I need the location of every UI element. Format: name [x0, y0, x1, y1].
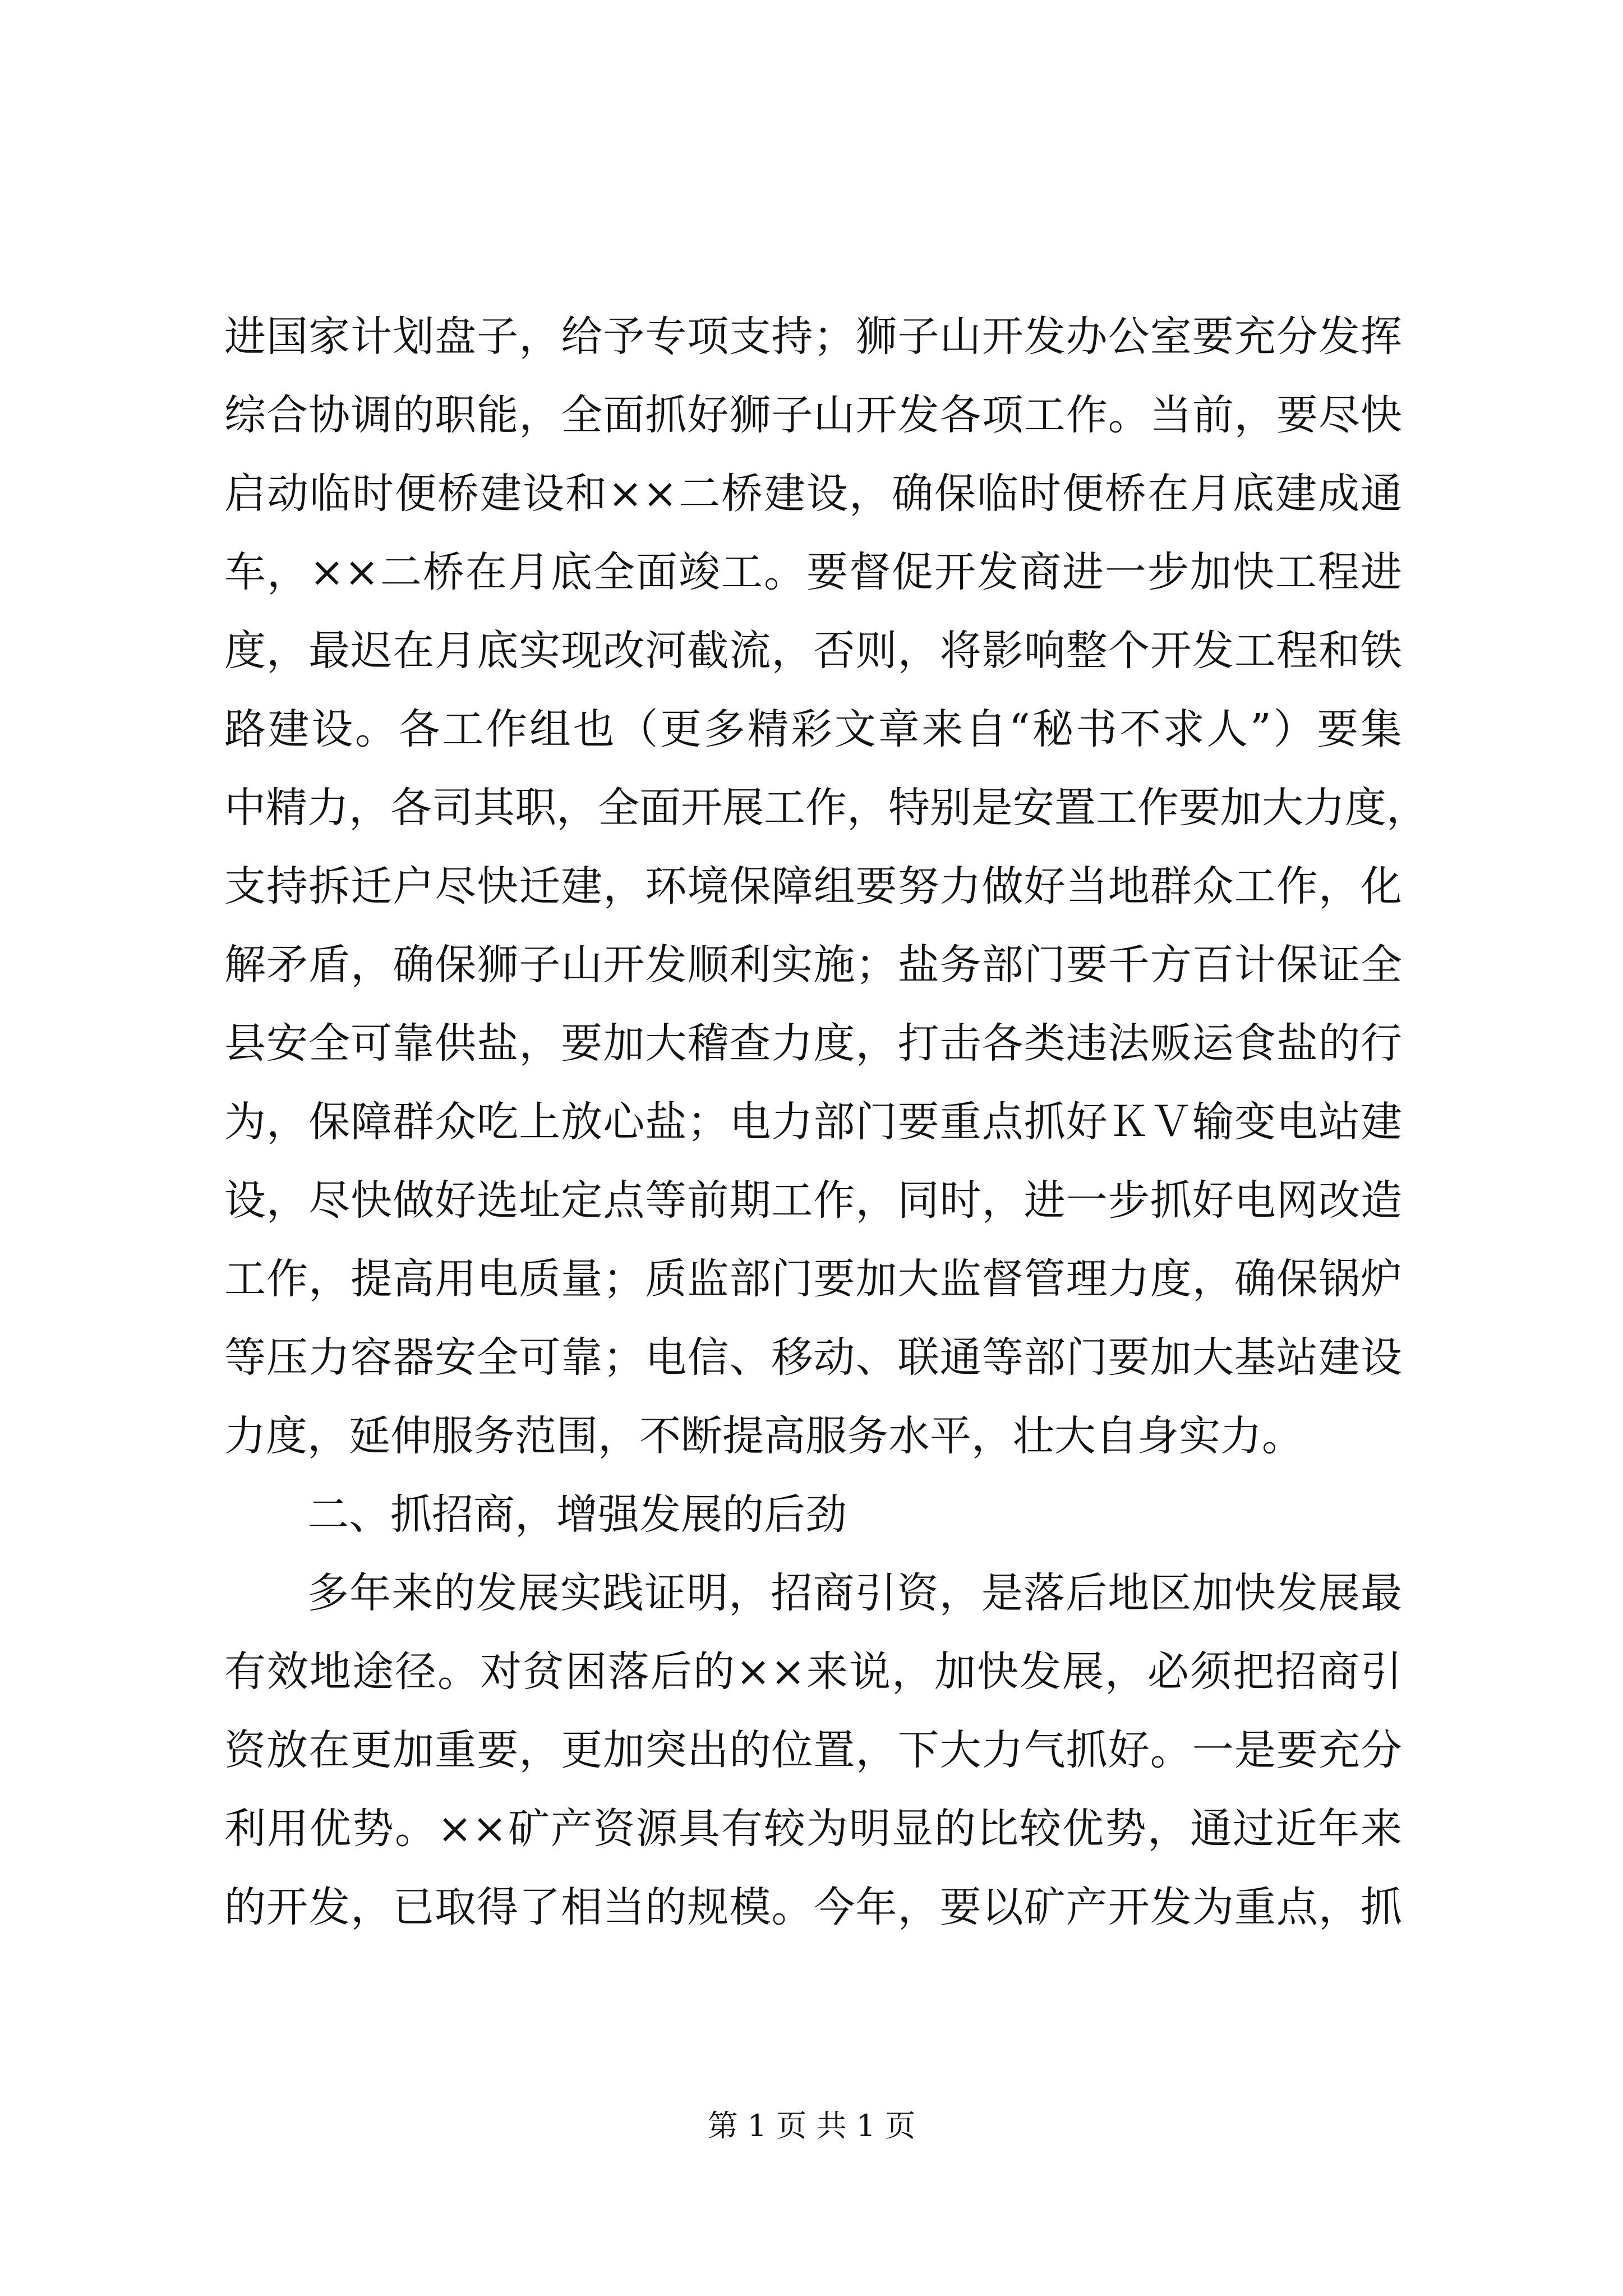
text-line: 车，××二桥在月底全面竣工。要督促开发商进一步加快工程进 — [224, 548, 1402, 596]
text-line: 综合协调的职能，全面抓好狮子山开发各项工作。当前，要尽快 — [224, 391, 1402, 439]
text-line: 资放在更加重要，更加突出的位置，下大力气抓好。一是要充分 — [224, 1726, 1402, 1774]
text-line: 为，保障群众吃上放心盐；电力部门要重点抓好ＫＶ输变电站建 — [224, 1098, 1402, 1146]
section-heading: 二、抓招商，增强发展的后劲 — [307, 1490, 847, 1539]
text-line: 中精力，各司其职，全面开展工作，特别是安置工作要加大力度， — [224, 784, 1428, 832]
text-line: 利用优势。××矿产资源具有较为明显的比较优势，通过近年来 — [224, 1805, 1402, 1853]
text-line: 等压力容器安全可靠；电信、移动、联通等部门要加大基站建设 — [224, 1333, 1402, 1382]
text-line: 的开发，已取得了相当的规模。今年，要以矿产开发为重点，抓 — [224, 1883, 1402, 1931]
text-line: 支持拆迁户尽快迁建，环境保障组要努力做好当地群众工作，化 — [224, 862, 1402, 910]
text-line: 多年来的发展实践证明，招商引资，是落后地区加快发展最 — [307, 1569, 1402, 1617]
text-line: 有效地途径。对贫困落后的××来说，加快发展，必须把招商引 — [224, 1648, 1402, 1696]
text-line: 进国家计划盘子，给予专项支持；狮子山开发办公室要充分发挥 — [224, 312, 1402, 361]
text-line: 度，最迟在月底实现改河截流，否则，将影响整个开发工程和铁 — [224, 627, 1402, 675]
text-line: 力度，延伸服务范围，不断提高服务水平，壮大自身实力。 — [224, 1412, 1303, 1460]
text-line: 工作，提高用电质量；质监部门要加大监督管理力度，确保锅炉 — [224, 1255, 1402, 1303]
text-line: 路建设。各工作组也（更多精彩文章来自“秘书不求人”）要集 — [224, 705, 1402, 753]
page-footer: 第 1 页 共 1 页 — [707, 2108, 916, 2143]
text-line: 设，尽快做好选址定点等前期工作，同时，进一步抓好电网改造 — [224, 1176, 1402, 1225]
text-line: 县安全可靠供盐，要加大稽查力度，打击各类违法贩运食盐的行 — [224, 1019, 1402, 1068]
text-line: 启动临时便桥建设和××二桥建设，确保临时便桥在月底建成通 — [224, 470, 1402, 518]
text-line: 解矛盾，确保狮子山开发顺利实施；盐务部门要千方百计保证全 — [224, 941, 1402, 989]
